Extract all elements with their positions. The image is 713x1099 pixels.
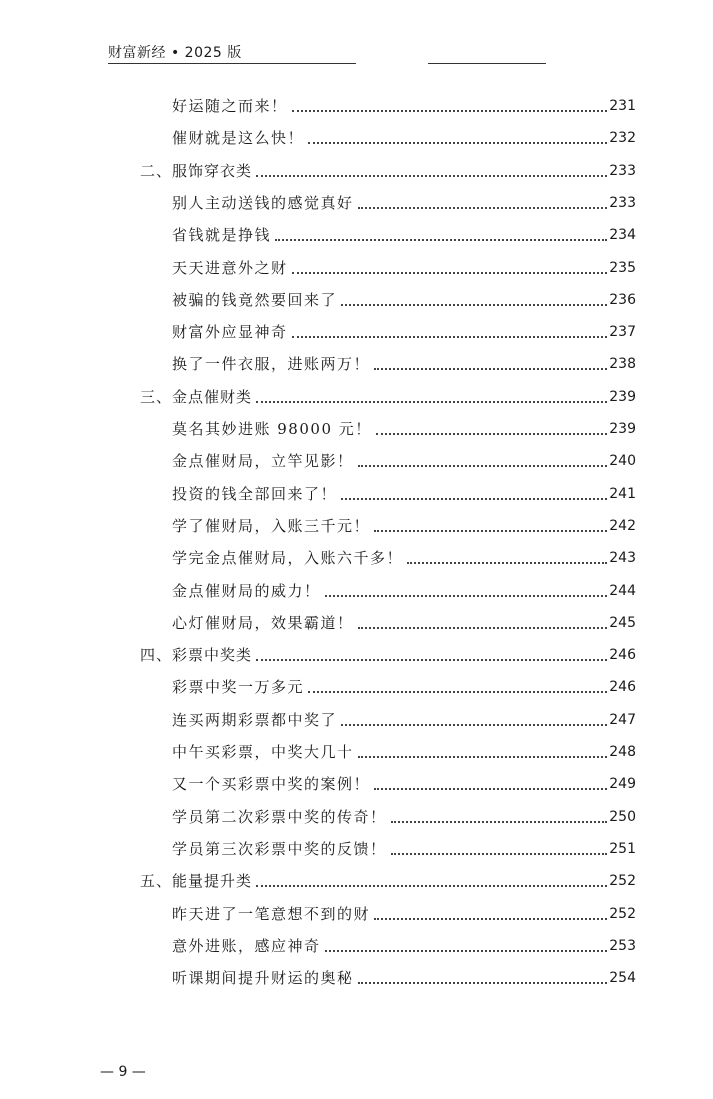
toc-page-number: 254 — [609, 970, 636, 987]
toc-page-number: 233 — [609, 162, 636, 179]
toc-entry-row — [172, 419, 636, 439]
toc-entry-row — [172, 548, 636, 568]
toc-title: 财富外应显神奇 — [172, 323, 288, 342]
header-title: 财富新经 • 2025 版 — [108, 45, 242, 61]
toc-section-row — [140, 161, 636, 181]
dot-leader — [374, 367, 607, 370]
toc-section-row — [140, 645, 636, 665]
toc-page-number: 245 — [609, 614, 636, 631]
toc-entry-row — [172, 581, 636, 601]
toc-page-number: 246 — [609, 679, 636, 696]
toc-title: 被骗的钱竟然要回来了 — [172, 290, 338, 309]
toc-page-number: 246 — [609, 647, 636, 664]
toc-entry-row — [172, 968, 636, 988]
toc-title: 意外进账，感应神奇 — [172, 936, 321, 955]
dot-leader — [325, 594, 608, 597]
toc-page-number: 242 — [609, 517, 636, 534]
toc-entry-row — [172, 225, 636, 245]
toc-title: 换了一件衣服，进账两万！ — [172, 355, 371, 374]
toc-page-number: 248 — [609, 744, 636, 760]
header-rule-left — [108, 63, 356, 64]
toc-entry-row — [172, 322, 636, 342]
toc-page-number: 241 — [609, 485, 636, 502]
dot-leader — [256, 658, 607, 661]
page-number: — 9 — — [100, 1064, 146, 1080]
toc-page-number: 232 — [609, 130, 636, 147]
toc-entry-row — [172, 451, 636, 471]
toc-page-number: 243 — [609, 550, 636, 567]
toc-entry-row — [172, 290, 636, 310]
dot-leader — [376, 432, 608, 435]
toc-page-number: 239 — [609, 421, 636, 437]
toc-page-number: 244 — [609, 582, 636, 599]
toc-title: 彩票中奖一万多元 — [172, 678, 305, 697]
dot-leader — [358, 626, 608, 629]
toc-title: 昨天进了一笔意想不到的财 — [172, 904, 371, 923]
header-rule-right — [428, 63, 546, 64]
toc-entry-row — [172, 710, 636, 730]
toc-title: 催财就是这么快！ — [172, 129, 305, 148]
dot-leader — [325, 949, 608, 952]
toc-title: 投资的钱全部回来了！ — [172, 484, 338, 503]
toc-title: 学员第二次彩票中奖的传奇！ — [172, 807, 387, 826]
dot-leader — [358, 464, 608, 467]
dot-leader — [407, 561, 607, 564]
dot-leader — [374, 917, 607, 920]
dot-leader — [256, 400, 607, 403]
toc-entry-row — [172, 677, 636, 697]
toc-title: 好运随之而来！ — [172, 97, 288, 115]
dot-leader — [391, 820, 608, 823]
toc-entry-row — [172, 936, 636, 956]
toc-title: 三、金点催财类 — [140, 387, 253, 406]
dot-leader — [341, 303, 607, 306]
dot-leader — [391, 852, 608, 855]
toc-title: 学完金点催财局，入账六千多！ — [172, 549, 404, 568]
toc-entry-row — [172, 484, 636, 504]
toc-page-number: 253 — [609, 937, 636, 954]
toc-page-number: 238 — [609, 356, 636, 373]
toc-entry-row — [172, 904, 636, 924]
toc-entry-row — [172, 193, 636, 213]
dot-leader — [374, 787, 607, 790]
toc-title: 别人主动送钱的感觉真好 — [172, 193, 354, 212]
toc-entry-row — [172, 96, 636, 116]
dot-leader — [292, 271, 608, 274]
toc-title: 四、彩票中奖类 — [140, 646, 253, 665]
toc-page-number: 249 — [609, 776, 636, 793]
dot-leader — [358, 755, 608, 758]
toc-title: 省钱就是挣钱 — [172, 226, 272, 245]
dot-leader — [256, 884, 607, 887]
dot-leader — [308, 690, 607, 693]
toc-title: 二、服饰穿衣类 — [140, 161, 253, 180]
toc-page-number: 235 — [609, 259, 636, 276]
dot-leader — [374, 529, 607, 532]
toc-title: 连买两期彩票都中奖了 — [172, 710, 338, 729]
dot-leader — [358, 981, 608, 984]
toc-section-row — [140, 871, 636, 891]
toc-page-number: 252 — [609, 873, 636, 890]
dot-leader — [341, 497, 607, 500]
toc-title: 莫名其妙进账 98000 元！ — [172, 420, 372, 438]
toc-title: 五、能量提升类 — [140, 872, 253, 891]
dot-leader — [308, 141, 607, 144]
toc-page-number: 240 — [609, 453, 636, 470]
toc-title: 金点催财局，立竿见影！ — [172, 452, 354, 471]
dot-leader — [292, 335, 608, 338]
toc-page-number: 233 — [609, 194, 636, 211]
toc-page-number: 239 — [609, 388, 636, 405]
toc-entry-row — [172, 128, 636, 148]
toc-page-number: 234 — [609, 227, 636, 244]
toc-page-number: 237 — [609, 324, 636, 341]
toc-page-number: 252 — [609, 905, 636, 922]
dot-leader — [256, 174, 607, 177]
dot-leader — [358, 206, 608, 209]
toc-page-number: 250 — [609, 808, 636, 825]
toc-entry-row — [172, 742, 636, 762]
toc-page-number: 231 — [609, 98, 636, 114]
toc-page-number: 236 — [609, 291, 636, 308]
toc-title: 学员第三次彩票中奖的反馈！ — [172, 839, 387, 858]
toc-entry-row — [172, 258, 636, 278]
dot-leader — [275, 238, 607, 241]
toc-title: 天天进意外之财 — [172, 258, 288, 277]
dot-leader — [292, 109, 608, 112]
toc-page-number: 251 — [609, 840, 636, 857]
toc-page-number: 247 — [609, 711, 636, 728]
toc-title: 心灯催财局，效果霸道！ — [172, 613, 354, 632]
toc-section-row — [140, 387, 636, 407]
toc-title: 听课期间提升财运的奥秘 — [172, 969, 354, 988]
toc-entry-row — [172, 839, 636, 859]
toc-entry-row — [172, 774, 636, 794]
dot-leader — [341, 723, 607, 726]
toc-entry-row — [172, 613, 636, 633]
toc-entry-row — [172, 807, 636, 827]
toc-title: 又一个买彩票中奖的案例！ — [172, 775, 371, 794]
toc-title: 中午买彩票，中奖大几十 — [172, 743, 354, 761]
toc-entry-row — [172, 516, 636, 536]
toc-title: 金点催财局的威力！ — [172, 581, 321, 600]
toc-title: 学了催财局，入账三千元！ — [172, 516, 371, 535]
toc-entry-row — [172, 354, 636, 374]
